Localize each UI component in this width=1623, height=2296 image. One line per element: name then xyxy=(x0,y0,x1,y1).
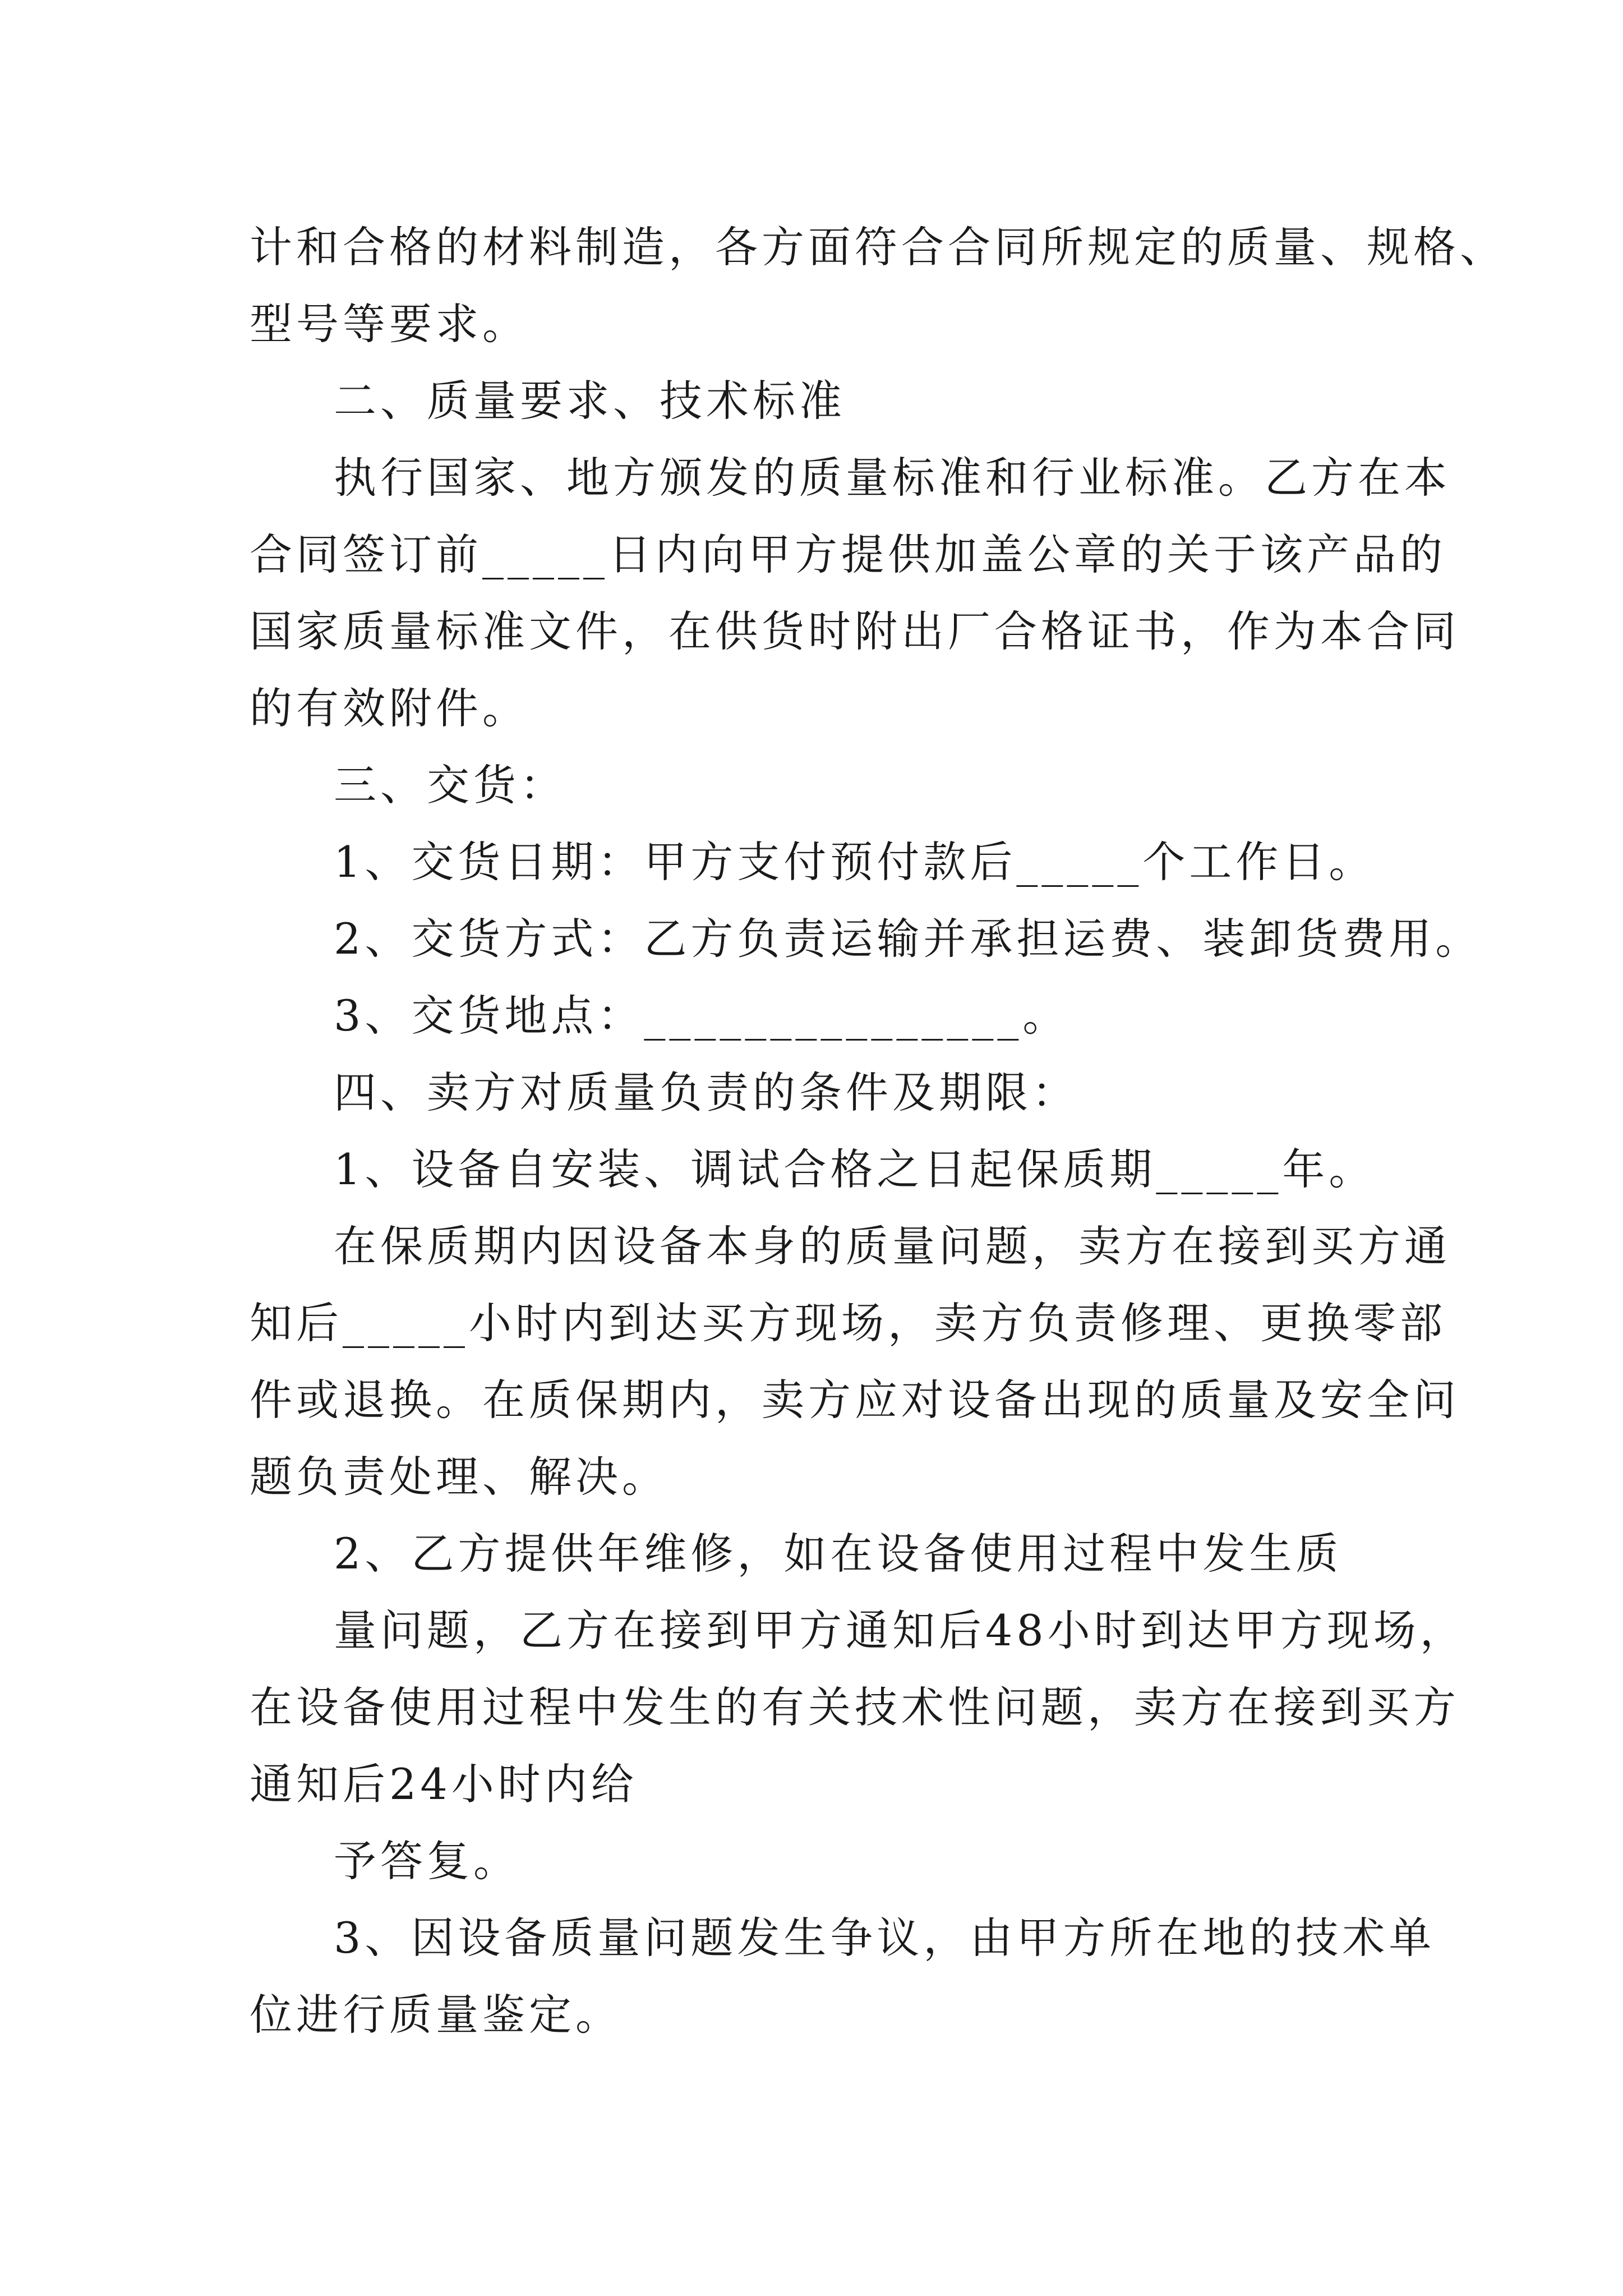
section-heading-2: 二、质量要求、技术标准 xyxy=(334,376,846,426)
body-line: 通知后24小时内给 xyxy=(250,1759,638,1809)
document-body xyxy=(250,209,1506,2053)
body-line: 计和合格的材料制造，各方面符合合同所规定的质量、规格、 xyxy=(250,222,1506,272)
list-item-delivery-date: 1、交货日期：甲方支付预付款后_____个工作日。 xyxy=(334,837,1376,887)
section-heading-4: 四、卖方对质量负责的条件及期限： xyxy=(334,1068,1078,1117)
paragraph-start: 在保质期内因设备本身的质量问题，卖方在接到买方通 xyxy=(334,1221,1451,1271)
body-line: 件或退换。在质保期内，卖方应对设备出现的质量及安全问 xyxy=(250,1375,1460,1425)
body-line: 型号等要求。 xyxy=(250,299,529,349)
section-heading-3: 三、交货： xyxy=(334,760,566,810)
list-item-warranty-period: 1、设备自安装、调试合格之日起保质期_____年。 xyxy=(334,1144,1376,1194)
body-line: 的有效附件。 xyxy=(250,683,529,733)
body-line: 国家质量标准文件，在供货时附出厂合格证书，作为本合同 xyxy=(250,606,1460,656)
body-line: 位进行质量鉴定。 xyxy=(250,1990,622,2040)
body-line: 知后_____小时内到达买方现场，卖方负责修理、更换零部 xyxy=(250,1298,1446,1348)
body-line: 合同签订前_____日内向甲方提供加盖公章的关于该产品的 xyxy=(250,530,1446,579)
paragraph-start: 予答复。 xyxy=(334,1836,520,1886)
list-item-dispute: 3、因设备质量问题发生争议，由甲方所在地的技术单 xyxy=(334,1913,1436,1963)
paragraph-start: 执行国家、地方颁发的质量标准和行业标准。乙方在本 xyxy=(334,453,1451,503)
list-item-delivery-method: 2、交货方式：乙方负责运输并承担运费、装卸货费用。 xyxy=(334,914,1482,964)
body-line: 在设备使用过程中发生的有关技术性问题，卖方在接到买方 xyxy=(250,1682,1460,1732)
paragraph-start: 量问题，乙方在接到甲方通知后48小时到达甲方现场， xyxy=(334,1605,1467,1655)
body-line: 题负责处理、解决。 xyxy=(250,1452,668,1502)
list-item-maintenance: 2、乙方提供年维修，如在设备使用过程中发生质 xyxy=(334,1529,1343,1579)
list-item-delivery-place: 3、交货地点：_______________。 xyxy=(334,991,1069,1041)
